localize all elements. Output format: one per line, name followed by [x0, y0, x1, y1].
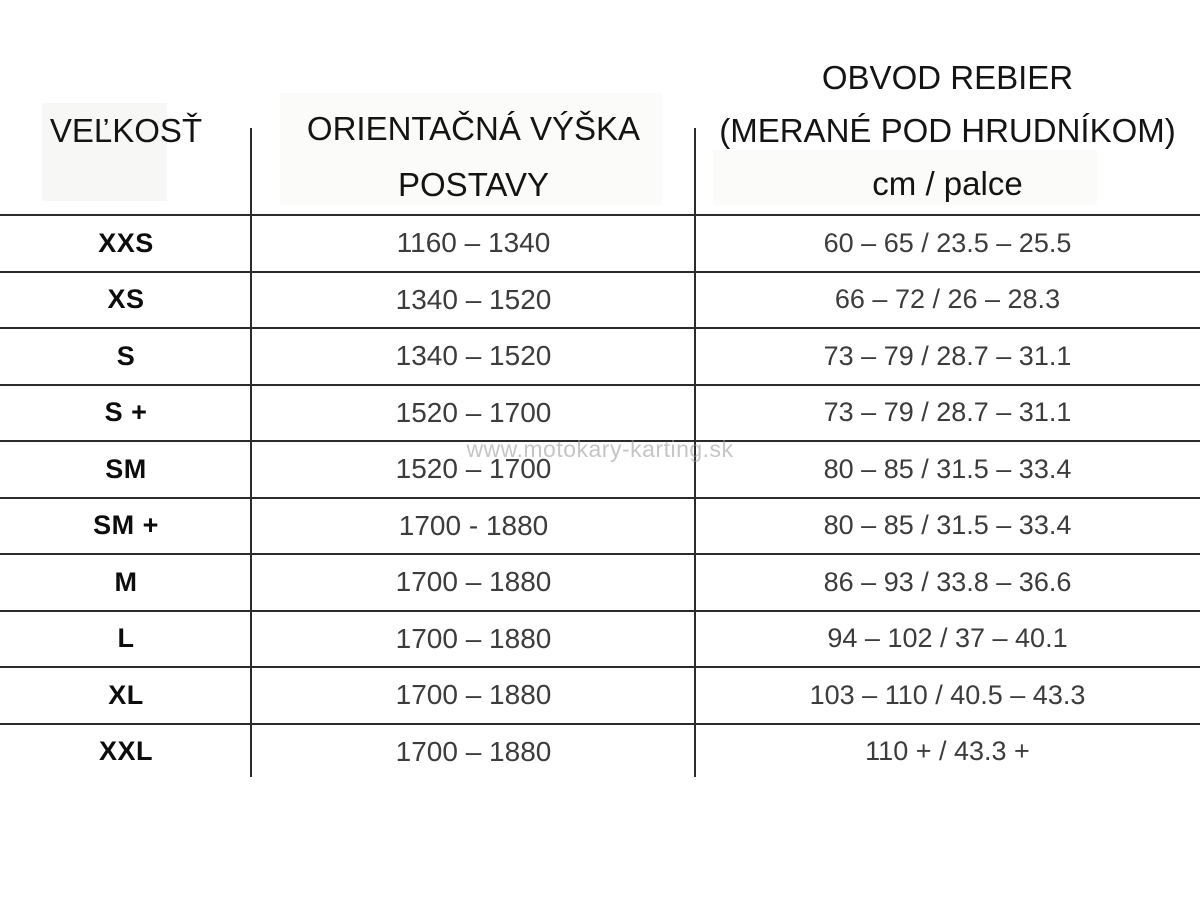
column-header-height: [252, 101, 695, 213]
size-cell: L: [117, 623, 135, 654]
size-cell: SM: [105, 453, 147, 484]
column-header-height-line1: ORIENTAČNÁ VÝŠKA: [306, 110, 641, 147]
circumference-cell: 110 + / 43.3 +: [865, 736, 1030, 767]
height-cell: 1520 – 1700: [395, 396, 552, 428]
height-cell: 1340 – 1520: [395, 340, 552, 372]
size-cell: XXL: [98, 736, 153, 767]
size-cell: M: [114, 566, 138, 597]
table-row-m: [0, 553, 1200, 610]
column-header-size-label: VEĽKOSŤ: [49, 112, 203, 149]
table-row-xxs: [0, 214, 1200, 271]
circumference-cell: 86 – 93 / 33.8 – 36.6: [823, 566, 1072, 597]
table-row-l: [0, 610, 1200, 667]
height-cell: 1520 – 1700: [395, 453, 552, 485]
height-cell: 1700 – 1880: [395, 566, 552, 598]
height-cell: 1700 - 1880: [398, 509, 549, 541]
table-row-sm-plus: [0, 497, 1200, 554]
height-cell: 1340 – 1520: [395, 283, 552, 315]
size-cell: S +: [104, 397, 148, 428]
column-header-size: [0, 112, 252, 150]
size-cell: XXS: [98, 227, 154, 258]
table-row-xxl: [0, 723, 1200, 780]
height-cell: 1160 – 1340: [396, 227, 551, 259]
size-cell: S: [116, 340, 136, 371]
circumference-cell: 60 – 65 / 23.5 – 25.5: [823, 227, 1072, 258]
table-row-xl: [0, 666, 1200, 723]
size-cell: XL: [108, 679, 144, 710]
circumference-cell: 103 – 110 / 40.5 – 43.3: [809, 679, 1086, 710]
height-cell: 1700 – 1880: [395, 735, 552, 767]
circumference-cell: 80 – 85 / 31.5 – 33.4: [823, 453, 1072, 484]
size-cell: XS: [107, 284, 145, 315]
table-row-xs: [0, 271, 1200, 328]
table-header: [0, 0, 1200, 214]
table-row-s: [0, 327, 1200, 384]
column-separator-left: [250, 128, 252, 777]
circumference-cell: 80 – 85 / 31.5 – 33.4: [823, 510, 1072, 541]
circumference-cell: 73 – 79 / 28.7 – 31.1: [823, 340, 1072, 371]
circumference-cell: 94 – 102 / 37 – 40.1: [827, 623, 1068, 654]
table-row-s-plus: [0, 384, 1200, 441]
table-row-sm: [0, 440, 1200, 497]
column-header-circumference-line2: (MERANÉ POD HRUDNÍKOM): [719, 112, 1176, 149]
circumference-cell: 73 – 79 / 28.7 – 31.1: [823, 397, 1072, 428]
size-cell: SM +: [93, 510, 159, 541]
size-table-body: [0, 214, 1200, 779]
column-header-circumference: [695, 51, 1200, 210]
column-header-circumference-line1: OBVOD REBIER: [821, 59, 1074, 96]
column-separator-right: [694, 128, 696, 777]
watermark-text: www.motokary-karting.sk: [466, 436, 734, 462]
column-header-circumference-line3: cm / palce: [872, 165, 1023, 202]
circumference-cell: 66 – 72 / 26 – 28.3: [834, 284, 1061, 315]
height-cell: 1700 – 1880: [395, 679, 552, 711]
height-cell: 1700 – 1880: [395, 622, 552, 654]
column-header-height-line2: POSTAVY: [398, 166, 549, 203]
